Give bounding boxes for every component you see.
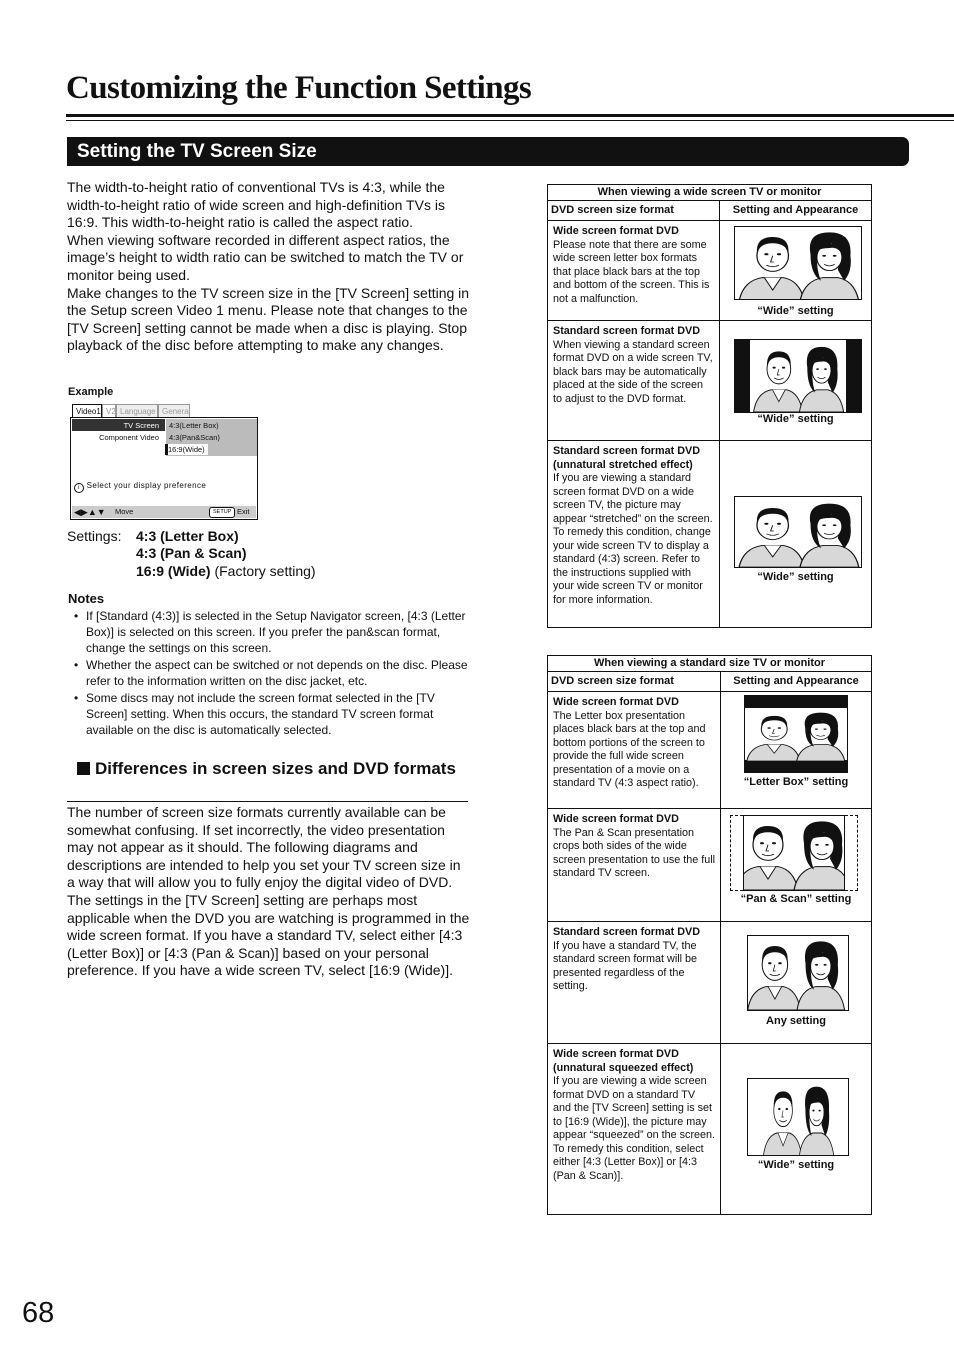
hint-text: Select your display preference [86,481,207,490]
table-row-picture [721,1044,872,1215]
letterbox-illustration [744,695,848,773]
table-row-description [548,221,720,321]
note-item: • Some discs may not include the screen format selected in the [TV Screen] setting. When this occurs, the standard TV screen format available on the disc is automatically selected. [74,690,474,738]
title-rule [66,114,954,117]
setup-bottom-bar [72,506,256,518]
table-row-description [548,1044,721,1215]
setting-label: Any setting [766,1015,826,1027]
tab-language: Language [116,404,158,417]
heading-rule [67,801,468,802]
squeezed-illustration [747,1078,849,1156]
heading-square-icon [77,762,90,775]
table-row-description [548,692,721,809]
setting-option-name: 4:3 (Letter Box) [136,528,239,544]
col-header-format: DVD screen size format [548,201,720,221]
setup-hint [74,480,206,493]
setting-option [136,545,246,561]
differences-paragraph: The settings in the [TV Screen] setting are perhaps most applicable when the DVD you are watching is programmed in the wide screen format. If you have a standard TV, select either [4:3 (Letter Box)] or [4:3 (Pan & Scan)] based on your personal preference. If you have a wide screen TV, select [16:9 (Wide)]. [67,891,470,979]
section-header: Setting the TV Screen Size [67,137,909,166]
factory-setting-note: (Factory setting) [214,563,316,579]
row-text: If you have a standard TV, the standard screen format will be presented regardless of the setting. [553,939,698,992]
note-item: • If [Standard (4:3)] is selected in the Setup Navigator screen, [4:3 (Letter Box)] is selected on this screen. If you prefer the pan&scan format, change the settings on this screen. [74,608,474,656]
row-title: Wide screen format DVD [553,225,679,237]
table-row-picture [720,221,872,321]
setup-screen-example [70,404,258,520]
table-row-picture [720,321,872,441]
standard-illustration [747,935,849,1011]
col-header-format: DVD screen size format [548,672,721,692]
notes-list [74,608,474,739]
row-title: Wide screen format DVD (unnatural squeezed effect) [553,1048,694,1074]
setting-label: “Letter Box” setting [743,776,849,788]
table-row-description [548,321,720,441]
page-number: 68 [22,1297,55,1329]
move-label: Move [115,507,134,516]
menu-item-tv-screen: TV Screen [123,421,159,430]
setting-option-name: 4:3 (Pan & Scan) [136,545,247,561]
row-text: The Letter box presentation places black bars at the top and bottom portions of the screen to provide the full wide screen presentation of a movie on a standard TV (4:3 aspect ratio). [553,709,706,789]
notes-label: Notes [68,591,105,606]
standard-tv-table-caption: When viewing a standard size TV or monitor [548,656,872,672]
option-letterbox: 4:3(Letter Box) [169,421,219,430]
standard-tv-table [547,655,872,1215]
differences-text [67,804,472,980]
setting-option [136,528,239,544]
intro-paragraph: The width-to-height ratio of conventional TVs is 4:3, while the width-to-height ratio of wide screen and high-definition TVs is 16:9. This width-to-height ratio is called the aspect ratio. [67,179,445,231]
row-title: Standard screen format DVD [553,926,700,938]
info-icon: i [74,483,84,493]
wide-tv-table-caption: When viewing a wide screen TV or monitor [548,185,872,201]
menu-item-component-video: Component Video [99,433,159,442]
row-text: If you are viewing a wide screen format DVD on a standard TV and the [TV Screen] setting is set to [16:9 (Wide)], the picture may appear “squeezed” on the screen. To remedy this condition, select either [4:3 (Letter Box)] or [4:3 (Pan & Scan)]. [553,1075,716,1182]
row-text: The Pan & Scan presentation crops both sides of the wide screen presentation to use the full standard TV screen. [553,826,716,879]
row-title: Wide screen format DVD [553,696,679,708]
differences-heading-text: Differences in screen sizes and DVD formats [95,759,456,778]
arrow-keys-icon: ◀▶▲▼ [74,507,106,517]
tab-video1: Video1 [72,404,102,417]
table-row-description [548,922,721,1044]
differences-heading [78,759,468,779]
table-row-picture [721,692,872,809]
title-rule-thin [66,120,954,121]
option-panscan: 4:3(Pan&Scan) [169,433,220,442]
wide-tv-table [547,184,872,628]
intro-paragraph: When viewing software recorded in different aspect ratios, the image’s height to width ratio can be switched to match the TV or monitor being used. [67,231,464,283]
setting-label: “Pan & Scan” setting [740,893,852,905]
col-header-setting: Setting and Appearance [720,201,872,221]
setting-label: “Wide” setting [757,413,834,425]
setting-option-name: 16:9 (Wide) [136,563,211,579]
table-row-picture [721,922,872,1044]
page-title: Customizing the Function Settings [66,70,532,106]
note-item: • Whether the aspect can be switched or not depends on the disc. Please refer to the information written on the disc jacket, etc. [74,657,474,689]
intro-paragraph: Make changes to the TV screen size in the [TV Screen] setting in the Setup screen Video 1 menu. Please note that changes to the [TV Screen] setting cannot be made when a disc is playing. Stop playback of the disc before attempting to make any changes. [67,284,470,354]
row-text: If you are viewing a standard screen format DVD on a wide screen TV, the picture may appear “stretched” on the screen. To remedy this condition, change your wide screen TV to display a standard (4:3) screen. Refer to the instructions supplied with your wide screen TV or monitor for more information. [553,472,713,606]
row-text: When viewing a standard screen format DVD on a wide screen TV, black bars may be automatically placed at the side of the screen to adjust to the DVD format. [553,338,713,405]
setup-key-icon: SETUP [209,507,235,518]
setup-screen-box [70,417,258,520]
setting-option [136,563,316,579]
pillarbox-illustration [734,339,862,413]
option-wide: 16:9(Wide) [165,444,208,455]
pan-scan-illustration [743,815,845,891]
exit-label: Exit [237,507,250,516]
row-title: Standard screen format DVD (unnatural stretched effect) [553,445,700,471]
setting-label: “Wide” setting [757,305,834,317]
table-row-picture [721,809,872,922]
row-title: Standard screen format DVD [553,325,700,337]
table-row-description [548,441,720,628]
table-row-description [548,809,721,922]
stretched-illustration [734,496,862,568]
setting-label: “Wide” setting [757,1159,835,1171]
row-text: Please note that there are some wide screen letter box formats that place black bars at the top and bottom of the screen. This is not a malfunction. [553,238,710,305]
settings-label: Settings: [67,528,122,544]
table-row-picture [720,441,872,628]
wide-tv-illustration [734,226,862,300]
setting-label: “Wide” setting [757,571,834,583]
row-title: Wide screen format DVD [553,813,679,825]
intro-text [67,179,472,355]
tab-general: General [158,404,190,417]
example-label: Example [68,386,114,398]
differences-paragraph: The number of screen size formats currently available can be somewhat confusing. If set incorrectly, the video presentation may not appear as it should. The following diagrams and descriptions are intended to help you set your TV screen size in a way that will allow you to fully enjoy the digital video of DVD. [67,804,461,891]
col-header-setting: Setting and Appearance [721,672,872,692]
tab-video2: V2 [102,404,116,417]
